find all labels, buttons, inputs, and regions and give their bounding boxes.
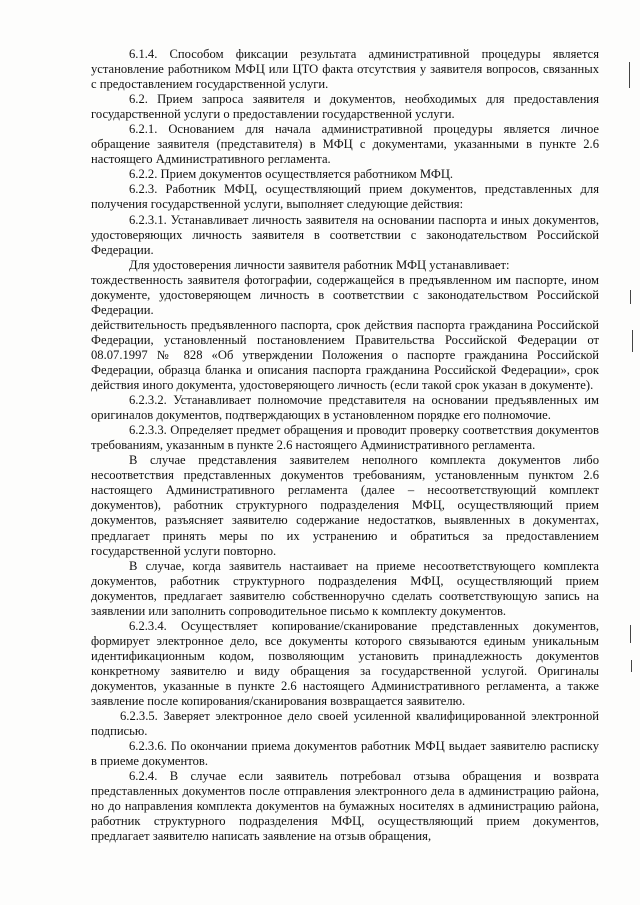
scan-edge-mark: [630, 290, 631, 304]
paragraph-6-2-4: 6.2.4. В случае если заявитель потребовал отзыва обращения и возврата представленных документов после отправления электронного дела в администрацию района, но до направления комплекта документов на бумажных носителях в администрацию района, работник структурного подразделения МФЦ, осуществляющий прием документов, предлагает заявителю написать заявление на отзыв обращения,: [91, 769, 599, 844]
paragraph-6-2-3-6: 6.2.3.6. По окончании приема документов работник МФЦ выдает заявителю расписку в приеме документов.: [91, 739, 599, 769]
paragraph-6-2-3-3: 6.2.3.3. Определяет предмет обращения и проводит проверку соответствия документов требованиям, указанным в пункте 2.6 настоящего Административного регламента.: [91, 423, 599, 453]
paragraph-6-2-3-2: 6.2.3.2. Устанавливает полномочие представителя на основании предъявленных им оригиналов документов, подтверждающих в установленном порядке его полномочие.: [91, 393, 599, 423]
paragraph-6-2: 6.2. Прием запроса заявителя и документов, необходимых для предоставления государственной услуги о предоставлении государственной услуги.: [91, 92, 599, 122]
scan-edge-mark: [630, 625, 631, 643]
document-body: [91, 47, 599, 844]
paragraph-6-2-3: 6.2.3. Работник МФЦ, осуществляющий прием документов, представленных для получения государственной услуги, выполняет следующие действия:: [91, 182, 599, 212]
paragraph-6-1-4: 6.1.4. Способом фиксации результата административной процедуры является установление работником МФЦ или ЦТО факта отсутствия у заявителя вопросов, связанных с предоставлением государственной услуги.: [91, 47, 599, 92]
paragraph-identity-intro: Для удостоверения личности заявителя работник МФЦ устанавливает:: [129, 257, 510, 272]
paragraph-6-2-3-1: 6.2.3.1. Устанавливает личность заявителя на основании паспорта и иных документов, удостоверяющих личность заявителя в соответствии с законодательством Российской Федерации.: [91, 212, 599, 257]
paragraph-incomplete-docs: В случае представления заявителем неполного комплекта документов либо несоответствия представленных документов требованиям, установленным пунктом 2.6 настоящего Административного регламента (далее – несоответствующий комплект документов), работник структурного подразделения МФЦ, осуществляющий прием документов, разъясняет заявителю содержание недостатков, выявленных в документах, предлагает принять меры по их устранению и обратиться за предоставлением государственной услуги повторно.: [91, 453, 599, 558]
scan-edge-mark: [632, 330, 633, 352]
paragraph-insists-on-acceptance: В случае, когда заявитель настаивает на приеме несоответствующего комплекта документов, работник структурного подразделения МФЦ, осуществляющий прием документов, предлагает заявителю собственноручно сделать соответствующую запись на заявлении или заполнить сопроводительное письмо к комплекту документов.: [91, 558, 599, 618]
scan-edge-mark: [631, 660, 632, 672]
paragraph-6-2-2: 6.2.2. Прием документов осуществляется работником МФЦ.: [129, 167, 454, 182]
paragraph-6-2-1: 6.2.1. Основанием для начала административной процедуры является личное обращение заявителя (представителя) в МФЦ с документами, указанными в пункте 2.6 настоящего Административного регламента.: [91, 122, 599, 167]
paragraph-passport-validity: действительность предъявленного паспорта, срок действия паспорта гражданина Российской Федерации, установленный постановлением Правительства Российской Федерации от 08.07.1997 № 828 «Об утверждении Положения о паспорте гражданина Российской Федерации, образца бланка и описания паспорта гражданина Российской Федерации», срок действия иного документа, удостоверяющего личность (если такой срок указан в документе).: [91, 317, 599, 393]
paragraph-6-2-3-5: 6.2.3.5. Заверяет электронное дело своей усиленной квалифицированной электронной подписью.: [91, 709, 599, 739]
paragraph-identity-photo: тождественность заявителя фотографии, содержащейся в предъявленном им паспорте, ином документе, удостоверяющем личность в соответствии с законодательством Российской Федерации.: [91, 272, 599, 317]
scan-edge-mark: [629, 62, 630, 88]
paragraph-6-2-3-4: 6.2.3.4. Осуществляет копирование/сканирование представленных документов, формирует электронное дело, все документы которого связываются единым уникальным идентификационным кодом, позволяющим установить принадлежность документов конкретному заявителю и виду обращения за государственной услугой. Оригиналы документов, указанные в пункте 2.6 настоящего Административного регламента, а также заявление после копирования/сканирования возвращается заявителю.: [91, 618, 599, 709]
